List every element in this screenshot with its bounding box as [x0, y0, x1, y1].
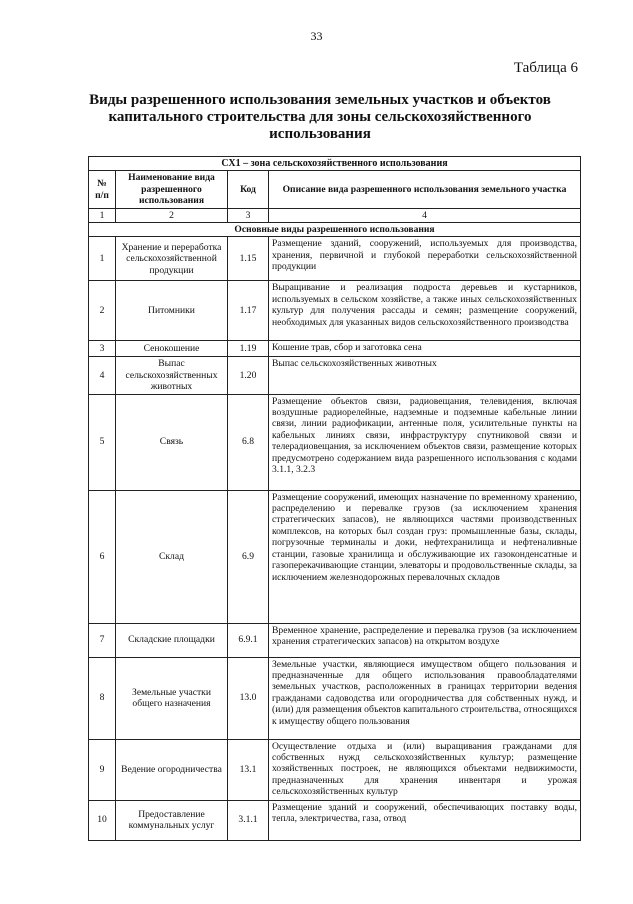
row-code: 13.0: [228, 657, 269, 739]
table-row: [89, 357, 581, 394]
table-row: [89, 394, 581, 490]
row-description: Кошение трав, сбор и заготовка сена: [269, 341, 581, 357]
row-name: Склад: [116, 490, 228, 623]
row-code: 6.9: [228, 490, 269, 623]
row-name: Хранение и переработка сельскохозяйственной продукции: [116, 237, 228, 281]
row-number: 7: [89, 623, 116, 657]
column-index: 3: [228, 208, 269, 222]
row-name: Связь: [116, 394, 228, 490]
row-number: 6: [89, 490, 116, 623]
row-description: Размещение сооружений, имеющих назначение по временному хранению, распределению и перевалке грузов (за исключением хранения стратегических запасов), не являющихся частями производственных комплексов, на которых был создан груз: промышленные базы, склады, погрузочные терминалы и доки, нефтехранилища и нефтеналивные станции, газовые хранилища и обслуживающие их газоконденсатные и газоперекачивающие станции, элеваторы и продовольственные склады, за исключением железнодорожных перевалочных складов: [269, 490, 581, 623]
column-index: 1: [89, 208, 116, 222]
row-description: Временное хранение, распределение и перевалка грузов (за исключением хранения стратегических запасов) на открытом воздухе: [269, 623, 581, 657]
row-description: Размещение объектов связи, радиовещания, телевидения, включая воздушные радиорелейные, надземные и подземные кабельные линии связи, линии радиофикации, антенные поля, усилительные пункты на кабельных линиях связи, инфраструктуру спутниковой связи и телерадиовещания, за исключением объектов связи, размещение которых предусмотрено содержанием вида разрешенного использования с кодами 3.1.1, 3.2.3: [269, 394, 581, 490]
row-code: 13.1: [228, 739, 269, 800]
column-header-row: [89, 171, 581, 208]
column-header-num: № п/п: [89, 171, 116, 208]
land-use-table: [88, 156, 581, 841]
row-code: 3.1.1: [228, 800, 269, 840]
row-code: 6.9.1: [228, 623, 269, 657]
table-row: [89, 657, 581, 739]
row-number: 4: [89, 357, 116, 394]
row-description: Выпас сельскохозяйственных животных: [269, 357, 581, 394]
row-description: Выращивание и реализация подроста деревьев и кустарников, используемых в сельском хозяйстве, а также иных сельскохозяйственных культур для получения рассады и семян; размещение сооружений, необходимых для указанных видов сельскохозяйственного производства: [269, 281, 581, 341]
row-number: 8: [89, 657, 116, 739]
zone-header-row: [89, 157, 581, 171]
column-index: 4: [269, 208, 581, 222]
row-name: Ведение огородничества: [116, 739, 228, 800]
row-code: 1.15: [228, 237, 269, 281]
row-code: 1.19: [228, 341, 269, 357]
table-label: Таблица 6: [513, 60, 578, 76]
row-number: 5: [89, 394, 116, 490]
row-number: 10: [89, 800, 116, 840]
row-name: Выпас сельскохозяйственных животных: [116, 357, 228, 394]
row-code: 1.20: [228, 357, 269, 394]
row-number: 3: [89, 341, 116, 357]
row-description: Размещение зданий и сооружений, обеспечивающих поставку воды, тепла, электричества, газа, отвод: [269, 800, 581, 840]
table-row: [89, 490, 581, 623]
row-number: 9: [89, 739, 116, 800]
table-row: [89, 341, 581, 357]
row-name: Сенокошение: [116, 341, 228, 357]
row-name: Питомники: [116, 281, 228, 341]
row-code: 6.8: [228, 394, 269, 490]
page-number: 33: [310, 29, 323, 43]
table-row: [89, 623, 581, 657]
section-row: [89, 223, 581, 237]
row-number: 1: [89, 237, 116, 281]
column-header-name: Наименование вида разрешенного использования: [116, 171, 228, 208]
zone-header: СХ1 – зона сельскохозяйственного использования: [89, 157, 581, 171]
column-index: 2: [116, 208, 228, 222]
row-description: Осуществление отдыха и (или) выращивания гражданами для собственных нужд сельскохозяйственных культур; размещение хозяйственных построек, не являющихся объектами недвижимости, предназначенных для хранения инвентаря и урожая сельскохозяйственных культур: [269, 739, 581, 800]
table-row: [89, 237, 581, 281]
row-name: Земельные участки общего назначения: [116, 657, 228, 739]
column-header-code: Код: [228, 171, 269, 208]
table-row: [89, 800, 581, 840]
document-title: Виды разрешенного использования земельных участков и объектов капитального строительства для зоны сельскохозяйственного использования: [89, 92, 551, 142]
row-name: Складские площадки: [116, 623, 228, 657]
row-description: Земельные участки, являющиеся имуществом общего пользования и предназначенные для общего использования правообладателями земельных участков, расположенных в границах территории ведения гражданами садоводства или огородничества для собственных нужд, и (или) для размещения объектов капитального строительства, относящихся к имуществу общего пользования: [269, 657, 581, 739]
row-name: Предоставление коммунальных услуг: [116, 800, 228, 840]
section-header: Основные виды разрешенного использования: [89, 223, 581, 237]
row-description: Размещение зданий, сооружений, используемых для производства, хранения, первичной и глубокой переработки сельскохозяйственной продукции: [269, 237, 581, 281]
row-number: 2: [89, 281, 116, 341]
table-row: [89, 739, 581, 800]
table-row: [89, 281, 581, 341]
column-index-row: [89, 208, 581, 222]
column-header-desc: Описание вида разрешенного использования земельного участка: [269, 171, 581, 208]
row-code: 1.17: [228, 281, 269, 341]
